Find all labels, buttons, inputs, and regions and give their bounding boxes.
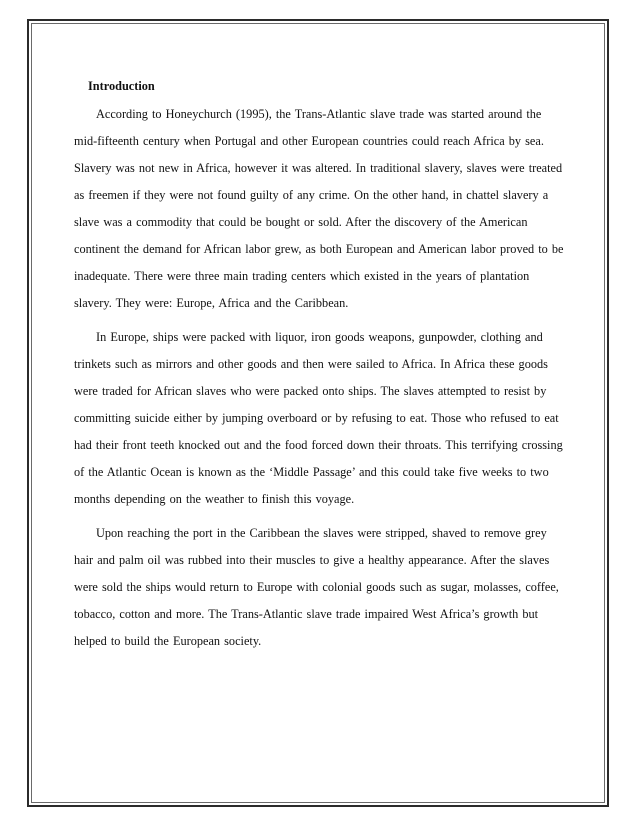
text-line: According to Honeychurch (1995), the Trans-Atlantic slave trade was started around the xyxy=(96,107,542,121)
text-line: helped to build the European society. xyxy=(74,634,262,648)
text-line: inadequate. There were three main trading centers which existed in the years of plantation xyxy=(74,269,530,283)
text-line: were sold the ships would return to Europe with colonial goods such as sugar, molasses, coffee, xyxy=(74,580,559,594)
paragraph-gap xyxy=(74,317,566,324)
text-line: Upon reaching the port in the Caribbean the slaves were stripped, shaved to remove grey xyxy=(96,526,547,540)
text-line: trinkets such as mirrors and other goods and then were sailed to Africa. In Africa these goods xyxy=(74,357,548,371)
document-body xyxy=(74,78,566,655)
text-line: had their front teeth knocked out and the food forced down their throats. This terrifying crossing xyxy=(74,438,563,452)
text-line: In Europe, ships were packed with liquor, iron goods weapons, gunpowder, clothing and xyxy=(96,330,543,344)
text-line: as freemen if they were not found guilty of any crime. On the other hand, in chattel slavery a xyxy=(74,188,549,202)
text-line: slave was a commodity that could be bought or sold. After the discovery of the American xyxy=(74,215,528,229)
text-line: committing suicide either by jumping overboard or by refusing to eat. Those who refused to eat xyxy=(74,411,559,425)
text-line: of the Atlantic Ocean is known as the ‘Middle Passage’ and this could take five weeks to two xyxy=(74,465,549,479)
paragraph-1 xyxy=(74,101,566,317)
section-heading: Introduction xyxy=(88,79,155,93)
paragraph-2 xyxy=(74,324,566,513)
paragraph-3 xyxy=(74,520,566,655)
text-line: hair and palm oil was rubbed into their muscles to give a healthy appearance. After the slaves xyxy=(74,553,550,567)
text-line: slavery. They were: Europe, Africa and the Caribbean. xyxy=(74,296,349,310)
text-line: Slavery was not new in Africa, however it was altered. In traditional slavery, slaves were treated xyxy=(74,161,563,175)
text-line: months depending on the weather to finish this voyage. xyxy=(74,492,355,506)
paragraph-gap xyxy=(74,513,566,520)
text-line: mid-fifteenth century when Portugal and other European countries could reach Africa by sea. xyxy=(74,134,544,148)
text-line: tobacco, cotton and more. The Trans-Atlantic slave trade impaired West Africa’s growth but xyxy=(74,607,539,621)
text-line: continent the demand for African labor grew, as both European and American labor proved to be xyxy=(74,242,564,256)
text-line: were traded for African slaves who were packed onto ships. The slaves attempted to resist by xyxy=(74,384,547,398)
